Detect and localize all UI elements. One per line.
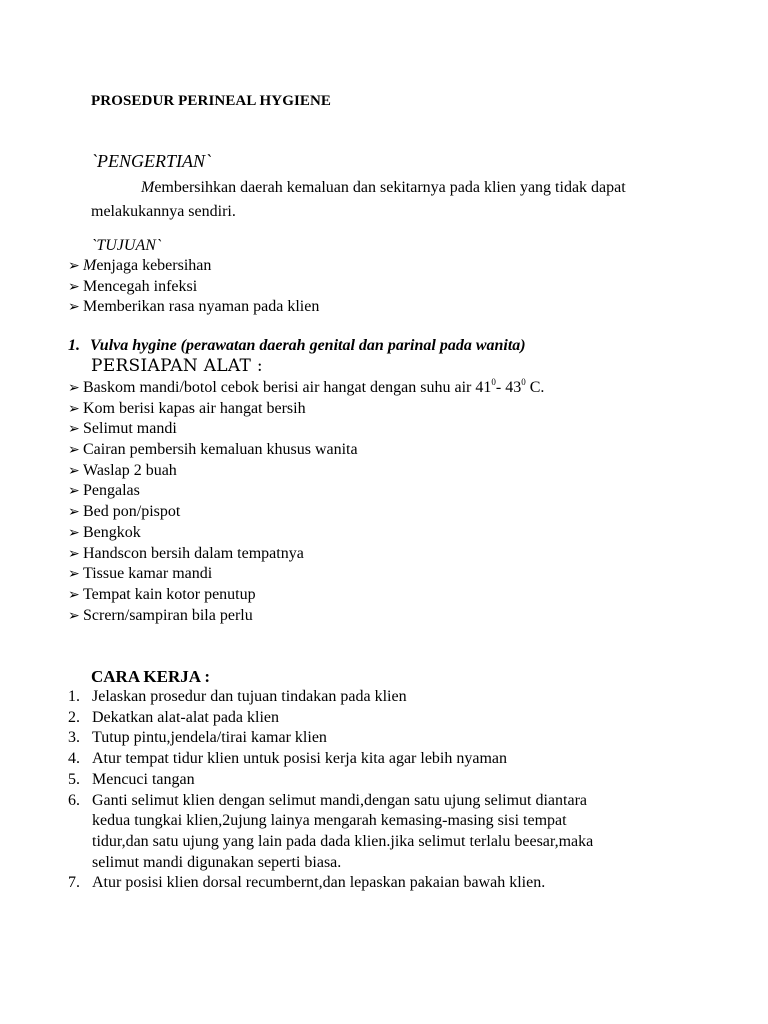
arrowhead-bullet-icon: ➢ [68, 505, 80, 521]
list-item: ➢ Pengalas [68, 481, 544, 502]
arrowhead-bullet-icon: ➢ [68, 300, 80, 316]
arrowhead-bullet-icon: ➢ [68, 381, 80, 396]
arrowhead-bullet-icon: ➢ [68, 259, 80, 274]
pengertian-heading: `PENGERTIAN` [91, 151, 211, 171]
tujuan-heading: `TUJUAN` [91, 237, 162, 254]
arrowhead-bullet-icon: ➢ [68, 463, 80, 479]
arrowhead-bullet-icon: ➢ [68, 401, 80, 417]
cara-kerja-heading: CARA KERJA : [91, 667, 211, 686]
list-item: ➢ Tissue kamar mandi [68, 564, 544, 585]
list-item: ➢ Menjaga kebersihan [68, 256, 319, 277]
step-item: 6. Ganti selimut klien dengan selimut mandi,dengan satu ujung selimut diantara kedua tungkai klien,2ujung lainya mengarah kemasing-masing sisi tempat tidur,dan satu ujung yang lain pada dada klien.jika selimut terlalu beesar,maka selimut mandi digunakan seperti biasa. [68, 791, 594, 871]
persiapan-alat-heading: PERSIAPAN ALAT : [91, 356, 263, 376]
section-number: 1. [68, 337, 80, 354]
document-title: PROSEDUR PERINEAL HYGIENE [91, 93, 332, 109]
step-item: 1. Jelaskan prosedur dan tujuan tindakan pada klien [68, 688, 407, 705]
list-item: ➢ Baskom mandi/botol cebok berisi air hangat dengan suhu air $41^0-$ $43^0$ C. [68, 378, 544, 399]
step-item: 3. Tutup pintu,jendela/tirai kamar klien [68, 729, 327, 747]
list-item: ➢ Memberikan rasa nyaman pada klien [68, 297, 319, 318]
arrowhead-bullet-icon: ➢ [68, 443, 80, 459]
pengertian-first-letter: M [141, 179, 155, 196]
list-item: ➢ Handscon bersih dalam tempatnya [68, 544, 544, 565]
step-item: 7. Atur posisi klien dorsal recumbernt,dan lepaskan pakaian bawah klien. [68, 874, 546, 892]
arrowhead-bullet-icon: ➢ [68, 525, 80, 541]
persiapan-alat-list [68, 378, 544, 626]
arrowhead-bullet-icon: ➢ [68, 546, 80, 562]
arrowhead-bullet-icon: ➢ [68, 422, 80, 438]
cara-kerja-steps [68, 687, 593, 894]
arrowhead-bullet-icon: ➢ [68, 587, 80, 603]
arrowhead-bullet-icon: ➢ [68, 279, 80, 295]
list-item: ➢ Tempat kain kotor penutup [68, 585, 544, 606]
list-item: ➢ Mencegah infeksi [68, 277, 319, 298]
section-1-heading [68, 337, 526, 355]
arrowhead-bullet-icon: ➢ [68, 567, 80, 583]
pengertian-line2: melakukannya sendiri. [91, 203, 236, 220]
list-item: ➢ Selimut mandi [68, 419, 544, 440]
list-item: ➢ Bengkok [68, 523, 544, 544]
list-item: ➢ Cairan pembersih kemaluan khusus wanita [68, 440, 544, 461]
list-item: ➢ Scrern/sampiran bila perlu [68, 606, 544, 627]
pengertian-line1: embersihkan daerah kemaluan dan sekitarnya pada klien yang tidak dapat [154, 179, 626, 196]
arrowhead-bullet-icon: ➢ [68, 608, 80, 624]
list-item: ➢ Waslap 2 buah [68, 461, 544, 482]
arrowhead-bullet-icon: ➢ [68, 484, 80, 500]
list-item: ➢ Bed pon/pispot [68, 502, 544, 523]
pengertian-paragraph [91, 176, 691, 224]
step-item: 4. Atur tempat tidur klien untuk posisi kerja kita agar lebih nyaman [68, 750, 508, 768]
list-item: ➢ Kom berisi kapas air hangat bersih [68, 399, 544, 420]
tujuan-list [68, 256, 319, 318]
section-title: Vulva hygine (perawatan daerah genital dan parinal pada wanita) [90, 337, 526, 354]
step-item: 5. Mencuci tangan [68, 770, 195, 788]
step-item: 2. Dekatkan alat-alat pada klien [68, 708, 280, 726]
